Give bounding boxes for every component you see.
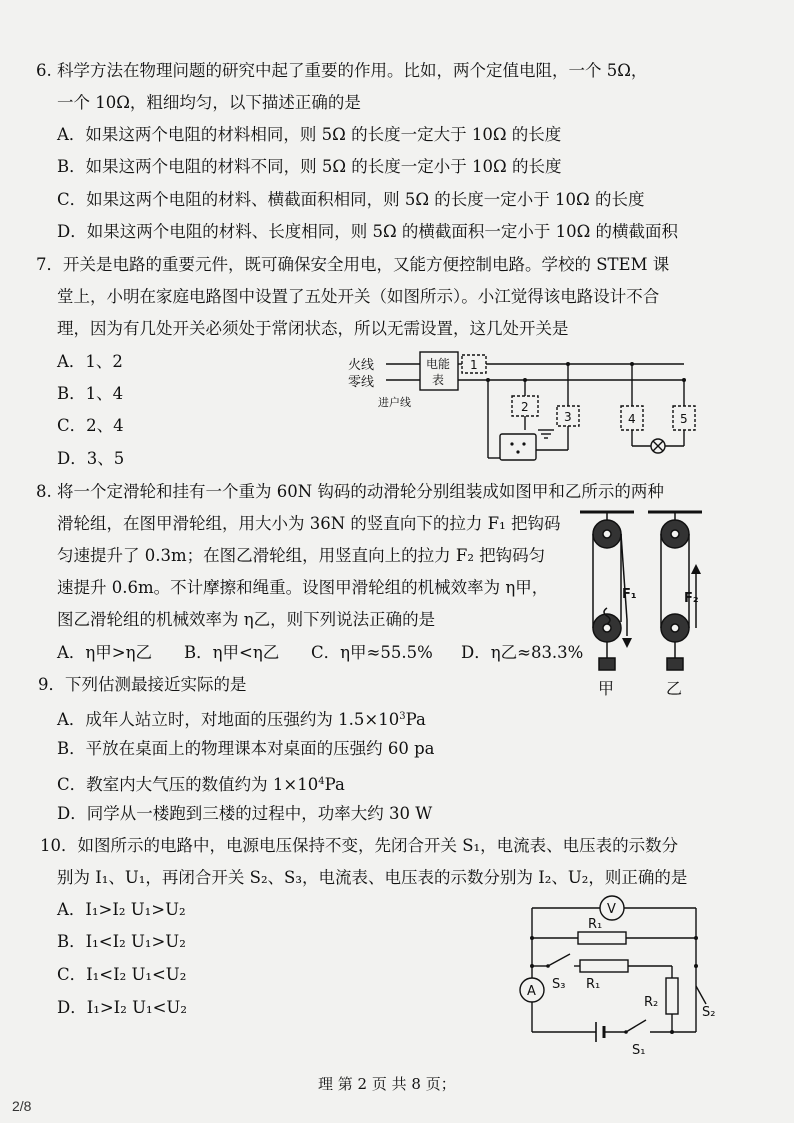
q8-stem-line4: 速提升 0.6m。不计摩擦和绳重。设图甲滑轮组的机械效率为 η甲， <box>57 578 549 597</box>
switch-s3-label: S₃ <box>552 977 566 992</box>
neutral-wire-label: 零线 <box>348 375 375 390</box>
q8-option-c: C．η甲≈55.5% <box>311 643 433 662</box>
q10-option-b: B．I₁<I₂ U₁>U₂ <box>57 932 186 951</box>
resistor-r1-top-label: R₁ <box>588 917 603 932</box>
q6-option-b: B．如果这两个电阻的材料不同，则 5Ω 的长度一定小于 10Ω 的长度 <box>57 157 562 176</box>
q7-stem-line3: 理，因为有几处开关必须处于常闭状态，所以无需设置，这几处开关是 <box>57 319 569 338</box>
switch-1-label: 1 <box>470 358 478 372</box>
q8-option-a: A．η甲>η乙 <box>57 643 153 662</box>
meter-label-2: 表 <box>432 373 445 387</box>
q7-option-b: B．1、4 <box>57 384 124 403</box>
ammeter-label: A <box>527 984 536 999</box>
q8-stem-line5: 图乙滑轮组的机械效率为 η乙，则下列说法正确的是 <box>57 610 436 629</box>
q10-option-d: D．I₁>I₂ U₁<U₂ <box>57 998 187 1017</box>
q10-option-c: C．I₁<I₂ U₁<U₂ <box>57 965 187 984</box>
q10-circuit-figure <box>508 890 718 1060</box>
q7-option-a: A．1、2 <box>57 352 123 371</box>
q9-option-d: D．同学从一楼跑到三楼的过程中，功率大约 30 W <box>57 804 433 823</box>
switch-4-label: 4 <box>628 412 636 426</box>
resistor-r1-mid-label: R₁ <box>586 977 601 992</box>
meter-label-1: 电能 <box>426 357 451 371</box>
force-f2-label: F₂ <box>684 591 699 606</box>
q6-option-c: C．如果这两个电阻的材料、横截面积相同，则 5Ω 的长度一定小于 10Ω 的长度 <box>57 190 645 209</box>
resistor-r2-label: R₂ <box>644 995 659 1010</box>
live-wire-label: 火线 <box>348 358 375 373</box>
switch-5-label: 5 <box>680 412 688 426</box>
q6-option-d: D．如果这两个电阻的材料、长度相同，则 5Ω 的横截面积一定小于 10Ω 的横截面积 <box>57 222 679 241</box>
q9-stem: 9．下列估测最接近实际的是 <box>38 675 247 694</box>
q8-stem-line2: 滑轮组，在图甲滑轮组，用大小为 36N 的竖直向下的拉力 F₁ 把钩码 <box>57 514 561 533</box>
q8-stem-line3: 匀速提升了 0.3m；在图乙滑轮组，用竖直向上的拉力 F₂ 把钩码匀 <box>57 546 546 565</box>
q6-option-a: A．如果这两个电阻的材料相同，则 5Ω 的长度一定大于 10Ω 的长度 <box>57 125 562 144</box>
q6-stem-line2: 一个 10Ω，粗细均匀，以下描述正确的是 <box>57 93 361 112</box>
figure-jia-label: 甲 <box>598 679 615 698</box>
q7-stem-line1: 7．开关是电路的重要元件，既可确保安全用电，又能方便控制电路。学校的 STEM 课 <box>36 255 670 274</box>
pulley-systems-figure <box>572 502 720 698</box>
q6-stem-line1: 6. 科学方法在物理问题的研究中起了重要的作用。比如，两个定值电阻，一个 5Ω， <box>36 61 648 80</box>
q10-stem-line2: 别为 I₁、U₁，再闭合开关 S₂、S₃，电流表、电压表的示数分别为 I₂、U₂，则正确的是 <box>57 868 688 887</box>
switch-s1-label: S₁ <box>632 1043 646 1058</box>
q10-stem-line1: 10．如图所示的电路中，电源电压保持不变，先闭合开关 S₁，电流表、电压表的示数分 <box>40 836 679 855</box>
q7-option-d: D．3、5 <box>57 449 125 468</box>
q7-stem-line2: 堂上，小明在家庭电路图中设置了五处开关（如图所示）。小江觉得该电路设计不合 <box>57 287 660 306</box>
q9-option-b: B．平放在桌面上的物理课本对桌面的压强约 60 pa <box>57 739 435 758</box>
force-f1-label: F₁ <box>622 587 637 602</box>
household-circuit-figure <box>340 346 700 476</box>
q8-option-d: D．η乙≈83.3% <box>461 643 584 662</box>
switch-s2-label: S₂ <box>702 1005 716 1020</box>
switch-3-label: 3 <box>564 410 572 424</box>
switch-2-label: 2 <box>521 400 529 414</box>
q9-option-a: A．成年人站立时，对地面的压强约为 $1.5\times 10^3Pa$ <box>57 710 426 729</box>
q9-option-c: C．教室内大气压的数值约为 $1\times 10^4Pa$ <box>57 775 345 794</box>
voltmeter-label: V <box>607 902 616 917</box>
q7-option-c: C．2、4 <box>57 416 124 435</box>
q8-stem-line1: 8. 将一个定滑轮和挂有一个重为 60N 钩码的动滑轮分别组装成如图甲和乙所示的两种 <box>36 482 664 501</box>
figure-yi-label: 乙 <box>666 679 683 698</box>
q8-option-b: B．η甲<η乙 <box>184 643 280 662</box>
page-footer: 理 第 2 页 共 8 页； <box>318 1075 456 1093</box>
q10-option-a: A．I₁>I₂ U₁>U₂ <box>57 900 186 919</box>
page-indicator: 2/8 <box>12 1098 32 1114</box>
entry-line-label: 进户线 <box>378 396 411 409</box>
